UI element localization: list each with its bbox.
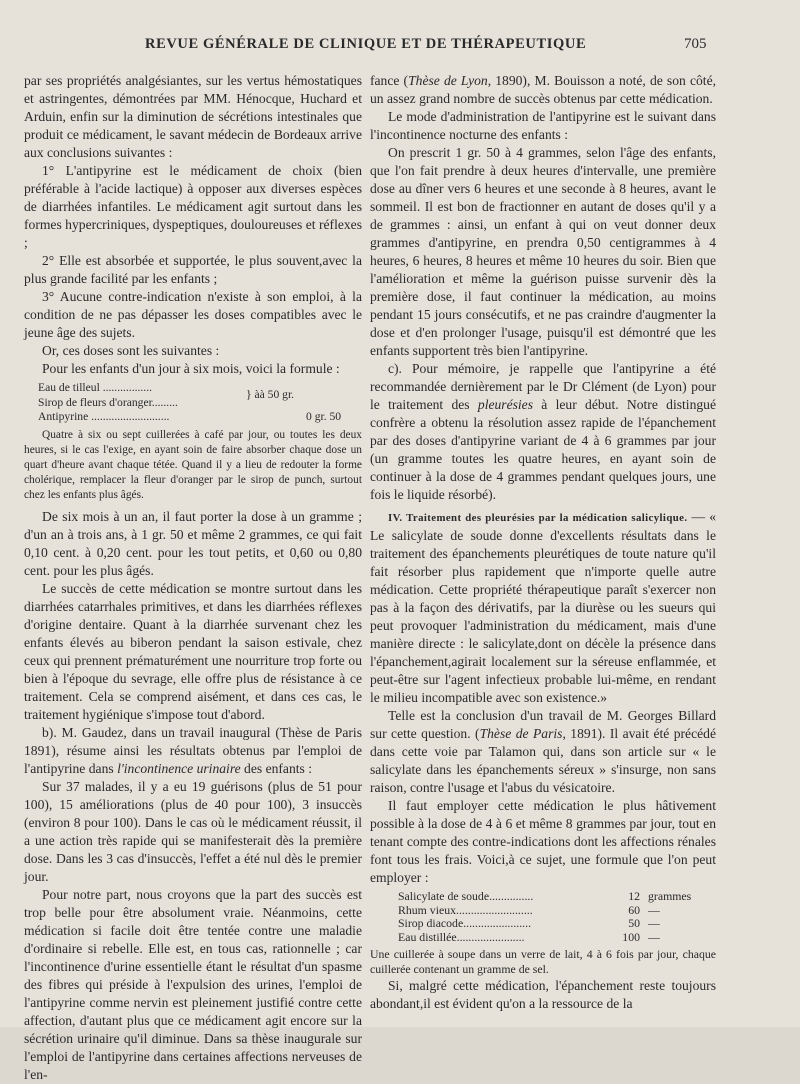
paragraph: Si, malgré cette médication, l'épanchement reste toujours abondant,il est évident qu'on a la ressource de la bbox=[370, 978, 716, 1011]
left-column bbox=[24, 72, 362, 1084]
paragraph: par ses propriétés analgésiantes, sur les vertus hémostatiques et astringentes, démontrées par MM. Hénocque, Huchard et Arduin, enfin sur la diminution de sécrétions intestinales que produit ce médicament, le savant médecin de Bordeaux arrive aux conclusions suivantes : bbox=[24, 73, 362, 160]
ingredient-qty: 100 bbox=[622, 929, 640, 944]
text-run: , 1891). Il avait été précédé dans cette voie par Talamon qui, dans son article sur « le salicylate dans les épanchements séreux » s'insurge, non sans raison, contre l'usage et l'abus du vésicatoire. bbox=[370, 726, 716, 795]
ingredient-unit: grammes bbox=[648, 889, 692, 903]
paragraph bbox=[370, 360, 716, 504]
text-run: des enfants : bbox=[240, 760, 313, 776]
paragraph: On prescrit 1 gr. 50 à 4 grammes, selon l'âge des enfants, que l'on fait prendre à deux heures d'intervalle, une première dose au dîner vers 6 heures et une seconde à 8 heures, avant le sommeil. Il est bon de fractionner en autant de doses qu'il y a de grammes : ainsi, un enfant à qui on veut donner deux grammes d'antipyrine, en prendra 0,50 centigrammes à 4 heures, 6 heures, 8 heures et même 10 heures du soir. Bien que l'amélioration et même la guérison puisse survenir dès la première dose, il faut continuer la médication, au moins pendant 15 jours consécutifs, et ne pas craindre d'augmenter la dose et d'en prolonger l'usage, puisqu'il est démontré que les enfants supportent très bien l'antipyrine. bbox=[370, 145, 716, 358]
recipe-table bbox=[398, 890, 716, 944]
section-paragraph bbox=[370, 508, 716, 707]
running-header bbox=[0, 36, 800, 58]
paragraph: 2° Elle est absorbée et supportée, le plus souvent,avec la plus grande facilité par les enfants ; bbox=[24, 253, 362, 286]
ingredient-qty: 12 bbox=[628, 889, 640, 903]
emphasis: pleurésies bbox=[477, 397, 534, 412]
paragraph: Le succès de cette médication se montre surtout dans les diarrhées catarrhales primitives, et dans les diarrhées réflexes d'origine dentaire. Quant à la diarrhée survenant chez les enfants élevés au biberon pendant la saison estivale, chez ceux qui prennent prématurément une nourriture trop forte ou bien à l'époque du sevrage, elle offre plus de résistance à ce traitement. Cela se comprend aisément, et dans ces cas, le traitement hygiénique s'impose tout d'abord. bbox=[24, 580, 362, 722]
paragraph bbox=[370, 72, 716, 108]
paragraph: Il faut employer cette médication le plus hâtivement possible à la dose de 4 à 6 et même 8 grammes par jour, tout en tenant compte des contre-indications dont les affections rénales font tous les frais. Voici,à ce sujet, une formule que l'on peut employer : bbox=[370, 798, 716, 885]
formula-quantity: 0 gr. 50 bbox=[306, 410, 342, 423]
ingredient-unit: — bbox=[648, 929, 660, 944]
journal-title: REVUE GÉNÉRALE DE CLINIQUE ET DE THÉRAPEUTIQUE bbox=[145, 36, 587, 52]
ingredient-qty: 50 bbox=[628, 916, 640, 930]
footnote-instructions: Une cuillerée à soupe dans un verre de lait, 4 à 6 fois par jour, chaque cuillerée contenant un gramme de sel. bbox=[370, 947, 716, 976]
text-run: c). Pour mémoire, je rappelle que l'antipyrine a été recommandée dernièrement par le Dr Clément (de Lyon) pour le traitement des bbox=[370, 361, 716, 412]
text-run: b). M. Gaudez, dans un travail inaugural (Thèse de Paris 1891), résume ainsi les résultats obtenus par l'emploi de l'antipyrine dans bbox=[24, 724, 362, 776]
formula-item: Sirop de fleurs d'oranger......... bbox=[38, 395, 178, 409]
recipe-row bbox=[398, 931, 716, 945]
formula-table bbox=[38, 381, 362, 425]
paragraph: 1° L'antipyrine est le médicament de choix (bien préférable à l'acide lactique) à opposer aux diverses espèces de diarrhées infantiles. Le médicament agit surtout dans les formes hypercriniques, dyspeptiques, douloureuses et réflexes ; bbox=[24, 163, 362, 250]
paragraph: Pour les enfants d'un jour à six mois, voici la formule : bbox=[42, 361, 340, 376]
paragraph: De six mois à un an, il faut porter la dose à un gramme ; d'un an à trois ans, à 1 gr. 50 et même 2 grammes, ce qui fait 0,10 cent. à 0,20 cent. pour les tout petits, et 0,60 ou 0,80 cent. pour les plus âgés. bbox=[24, 508, 362, 578]
right-column bbox=[370, 72, 716, 1013]
ingredient-name: Eau distillée....................... bbox=[398, 929, 525, 944]
ingredient-unit: — bbox=[648, 916, 660, 930]
formula-quantity: } àà 50 gr. bbox=[246, 388, 295, 402]
text-run: à leur début. Notre distingué confrère a obtenu la résolution assez rapide de l'épanchement par des doses d'antipyrine variant de 4 à 6 grammes par jour (un gramme toutes les quatre heures, en ayant soin de continuer à la dose de 4 grammes pendant quelques jours, une fois le liquide résorbé). bbox=[370, 397, 716, 502]
ingredient-name: Salicylate de soude............... bbox=[398, 889, 534, 903]
text-run: , 1890), M. Bouisson a noté, de son côté, un assez grand nombre de succès obtenus par cette médication. bbox=[370, 73, 716, 106]
recipe-row bbox=[398, 917, 716, 931]
paragraph: Or, ces doses sont les suivantes : bbox=[42, 343, 220, 358]
paragraph: Le mode d'administration de l'antipyrine est le suivant dans l'incontinence nocturne des enfants : bbox=[370, 109, 716, 142]
emphasis: Thèse de Paris bbox=[479, 726, 563, 741]
section-heading: IV. Traitement des pleurésies par la médication salicylique. bbox=[388, 512, 688, 524]
paragraph: Sur 37 malades, il y a eu 19 guérisons (plus de 51 pour 100), 15 améliorations (plus de 40 pour 100), 3 insuccès (environ 8 pour 100). Dans le cas où le médicament réussit, il a une action très rapide qui se manifesterait dès la première dose. Dans les 3 cas d'insuccès, l'effet a été nul dès le premier jour. bbox=[24, 778, 362, 884]
recipe-row bbox=[398, 890, 716, 904]
recipe-row bbox=[398, 904, 716, 918]
formula-item: Antipyrine ........................... bbox=[38, 410, 170, 423]
ingredient-unit: — bbox=[648, 902, 660, 917]
text-run: fance ( bbox=[370, 73, 409, 88]
footnote-instructions: Quatre à six ou sept cuillerées à café par jour, ou toutes les deux heures, si le cas l'exige, en ayant soin de faire absorber chaque dose un quart d'heure avant chaque tétée. Quand il y a lieu de redouter la forme cholérique, remplacer la fleur d'oranger par le sirop de punch, surtout chez les enfants plus âgés. bbox=[24, 428, 362, 502]
paragraph bbox=[370, 707, 716, 797]
ingredient-name: Sirop diacode....................... bbox=[398, 916, 532, 930]
ingredient-qty: 60 bbox=[628, 902, 640, 917]
text-run: Telle est la conclusion d'un travail de M. Georges Billard sur cette question. ( bbox=[370, 708, 716, 741]
text-run: — « Le salicylate de soude donne d'excellents résultats dans le traitement des épanchements pleurétiques de toute nature qu'il fait résorber plus rapidement que n'importe quelle autre médication. Cette propriété thérapeutique paraît s'exercer non pas à la façon des dérivatifs, par la diurèse ou les sueurs qui peut provoquer l'administration du médicament, mais d'une manière directe : le salicylate,dont on décèle la présence dans l'épanchement,agirait localement sur la séreuse enflammée, et peut-être sur l'agent infectieux probable lui-même, en rendant le milieu incompatible avec son existence.» bbox=[370, 509, 716, 705]
paragraph: 3° Aucune contre-indication n'existe à son emploi, à la condition de ne pas dépasser les doses compatibles avec le jeune âge des sujets. bbox=[24, 289, 362, 340]
paragraph: Pour notre part, nous croyons que la part des succès est trop belle pour être absolument vraie. Néanmoins, cette médication si facile doit être tentée contre une maladie d'ordinaire si rebelle. Elle est, en tous cas, rationnelle ; car l'incontinence d'urine essentielle étant le résultat d'un spasme des fibres qui préside à l'expulsion des urines, l'emploi de l'antipyrine comme nervin est pleinement justifié contre cette affection, d'autant plus que ce médicament agit encore sur la sécrétion urinaire qu'il diminue. Dans sa thèse inaugurale sur l'emploi de l'antipyrine dans certaines affections nerveuses de l'en- bbox=[24, 886, 362, 1082]
formula-item: Eau de tilleul ................. bbox=[38, 381, 152, 394]
page-number: 705 bbox=[684, 36, 707, 52]
emphasis: Thèse de Lyon bbox=[408, 73, 488, 88]
paragraph bbox=[24, 724, 362, 778]
emphasis: l'incontinence urinaire bbox=[117, 760, 241, 776]
ingredient-name: Rhum vieux.......................... bbox=[398, 902, 533, 917]
